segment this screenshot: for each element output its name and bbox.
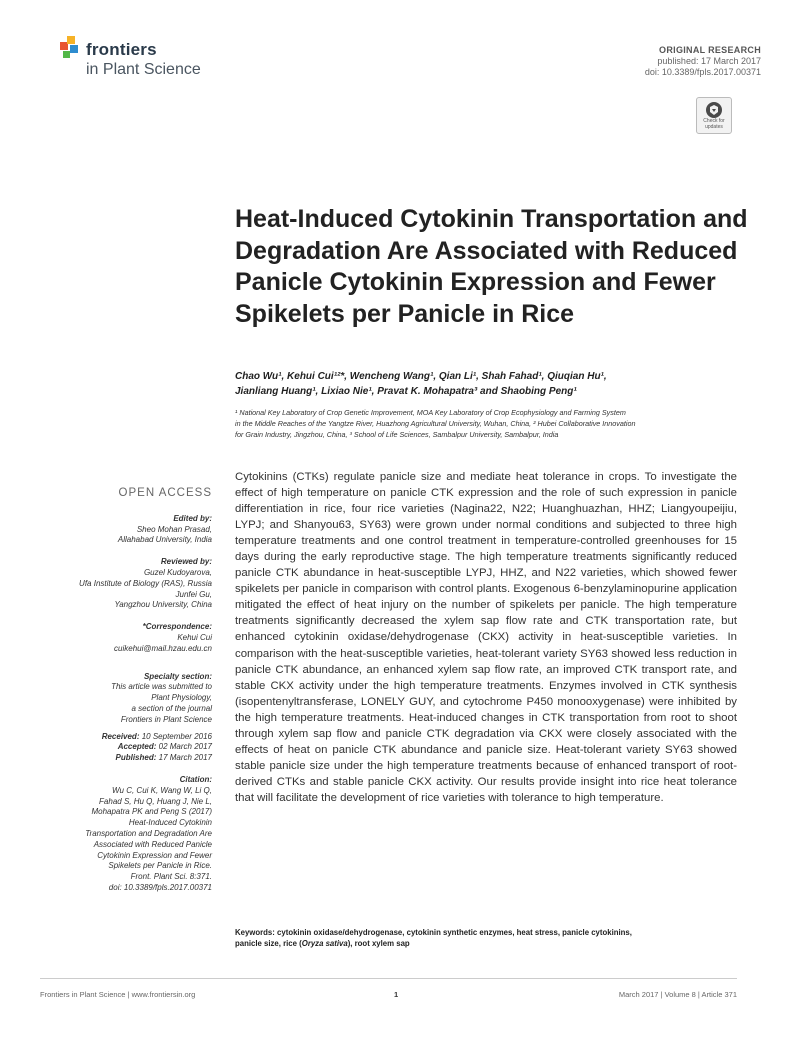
footer-journal-link[interactable]: Frontiers in Plant Science | www.frontiersin.org xyxy=(40,990,196,999)
correspondence-label: *Correspondence: xyxy=(142,622,212,632)
authors-line-1[interactable]: Chao Wu¹, Kehui Cui¹²*, Wencheng Wang¹, Qian Li¹, Shah Fahad¹, Qiuqian Hu¹, xyxy=(235,371,607,382)
footer-divider xyxy=(40,978,737,979)
abstract-text: Cytokinins (CTKs) regulate panicle size and mediate heat tolerance in crops. To investigate the effect of high temperature on panicle CTK expression and the role of such expression in panicle differentiation in rice, four rice varieties (Nagina22, N22; Huanghuazhan, HHZ; Liangyoupeijiu, LYPJ; and Shanyou63, SY63) were grown under normal conditions and subjected to three high temperature treatments and one control treatment in temperature-controlled greenhouses for 15 days during the early reproductive stage. The high temperature treatments significantly reduced panicle CTK abundance in heat-susceptible LYPJ, HHZ, and N22 varieties, which showed fewer spikelets per panicle in comparison with control plants. Exogenous 6-benzylaminopurine application mitigated the effect of heat injury on the number of spikelets per panicle. The high temperature treatments significantly decreased the xylem sap flow rate and CTK transportation rate, but enhanced cytokinin oxidase/dehydrogenase (CKX) activity in heat-susceptible varieties. In comparison with the heat-susceptible varieties, heat-tolerant variety SY63 showed less reduction in panicle CTK abundance, an enhanced xylem sap flow rate, an improved CTK transport rate, and stable CKX activity under the high temperature treatments. Enzymes involved in CTK synthesis (isopentenyltransferase, LONELY GUY, and cytochrome P450 monooxygenase) were inhibited by the high temperature treatments. Heat-induced changes in CTK transportation from root to shoot through xylem sap flow and panicle CTK degradation via CKX were closely associated with the effects of heat on panicle CTK abundance and panicle size. Heat-tolerant variety SY63 showed stable panicle size under the high temperature treatments because of enhanced transport of root-derived CTKs and stable panicle CKX activity. Our results provide insight into rice heat tolerance that will facilitate the development of rice varieties with tolerance to high temperature. xyxy=(235,471,737,804)
reviewer-info[interactable]: Guzel Kudoyarova, Ufa Institute of Biology (RAS), Russia Junfei Gu, Yangzhou University, China xyxy=(79,567,212,610)
specialty-label: Specialty section: xyxy=(143,671,212,681)
author-list xyxy=(235,369,735,399)
journal-subtitle: in Plant Science xyxy=(86,61,201,78)
check-for-updates-badge[interactable] xyxy=(696,97,732,134)
journal-name: frontiers xyxy=(86,40,157,59)
editor-info[interactable]: Sheo Mohan Prasad, Allahabad University, India xyxy=(117,524,212,545)
open-access-label: OPEN ACCESS xyxy=(118,487,212,499)
keywords-label: Keywords: xyxy=(235,928,275,937)
badge-label: Check for updates xyxy=(703,118,725,130)
specialty-info: This article was submitted to Plant Physiology, a section of the journal Frontiers in Plant Science xyxy=(111,682,212,724)
correspondence-info[interactable]: Kehui Cui cuikehui@mail.hzau.edu.cn xyxy=(114,632,212,653)
article-type: ORIGINAL RESEARCH xyxy=(659,45,761,55)
doi-link[interactable]: doi: 10.3389/fpls.2017.00371 xyxy=(644,67,761,77)
article-header xyxy=(645,45,761,78)
update-check-icon xyxy=(704,101,724,119)
keywords: Keywords: cytokinin oxidase/dehydrogenase, cytokinin synthetic enzymes, heat stress, panicle cytokinins, panicle size, rice (Oryza sativa), root xylem sap xyxy=(235,928,632,948)
citation-info: Wu C, Cui K, Wang W, Li Q, Fahad S, Hu Q, Huang J, Nie L, Mohapatra PK and Peng S (2017) Heat-Induced Cytokinin Transportation and Degradation Are Associated with Reduced Panicle Cytokinin Expression and Fewer Spikelets per Panicle in Rice. Front. Plant Sci. 8:371. doi: 10.3389/fpls.2017.00371 xyxy=(85,785,212,892)
edited-by-label: Edited by: xyxy=(173,513,212,523)
accepted-date: Accepted: 02 March 2017 xyxy=(117,742,212,752)
published-date: published: 17 March 2017 xyxy=(657,56,761,66)
page-number: 1 xyxy=(394,990,399,999)
footer-issue-info: March 2017 | Volume 8 | Article 371 xyxy=(618,990,737,999)
published-date-sidebar: Published: 17 March 2017 xyxy=(115,753,212,763)
frontiers-logo-icon xyxy=(58,34,84,60)
article-title: Heat-Induced Cytokinin Transportation and Degradation Are Associated with Reduced Panicle Cytokinin Expression and Fewer Spikelets per Panicle in Rice xyxy=(235,205,748,328)
reviewed-by-label: Reviewed by: xyxy=(160,557,212,567)
article-info-sidebar xyxy=(40,488,212,894)
citation-label: Citation: xyxy=(179,774,212,784)
affiliations: ¹ National Key Laboratory of Crop Genetic Improvement, MOA Key Laboratory of Crop Ecophysiology and Farming System in the Middle Reaches of the Yangtze River, Huazhong Agricultural University, Wuhan, China, ² Hubei Collaborative Innovation for Grain Industry, Jingzhou, China, ³ School of Life Sciences, Sambalpur University, Sambalpur, India xyxy=(235,408,636,440)
journal-logo[interactable] xyxy=(58,34,228,84)
received-date: Received: 10 September 2016 xyxy=(101,731,212,741)
authors-line-2[interactable]: Jianliang Huang¹, Lixiao Nie¹, Pravat K. Mohapatra³ and Shaobing Peng¹ xyxy=(235,386,577,397)
